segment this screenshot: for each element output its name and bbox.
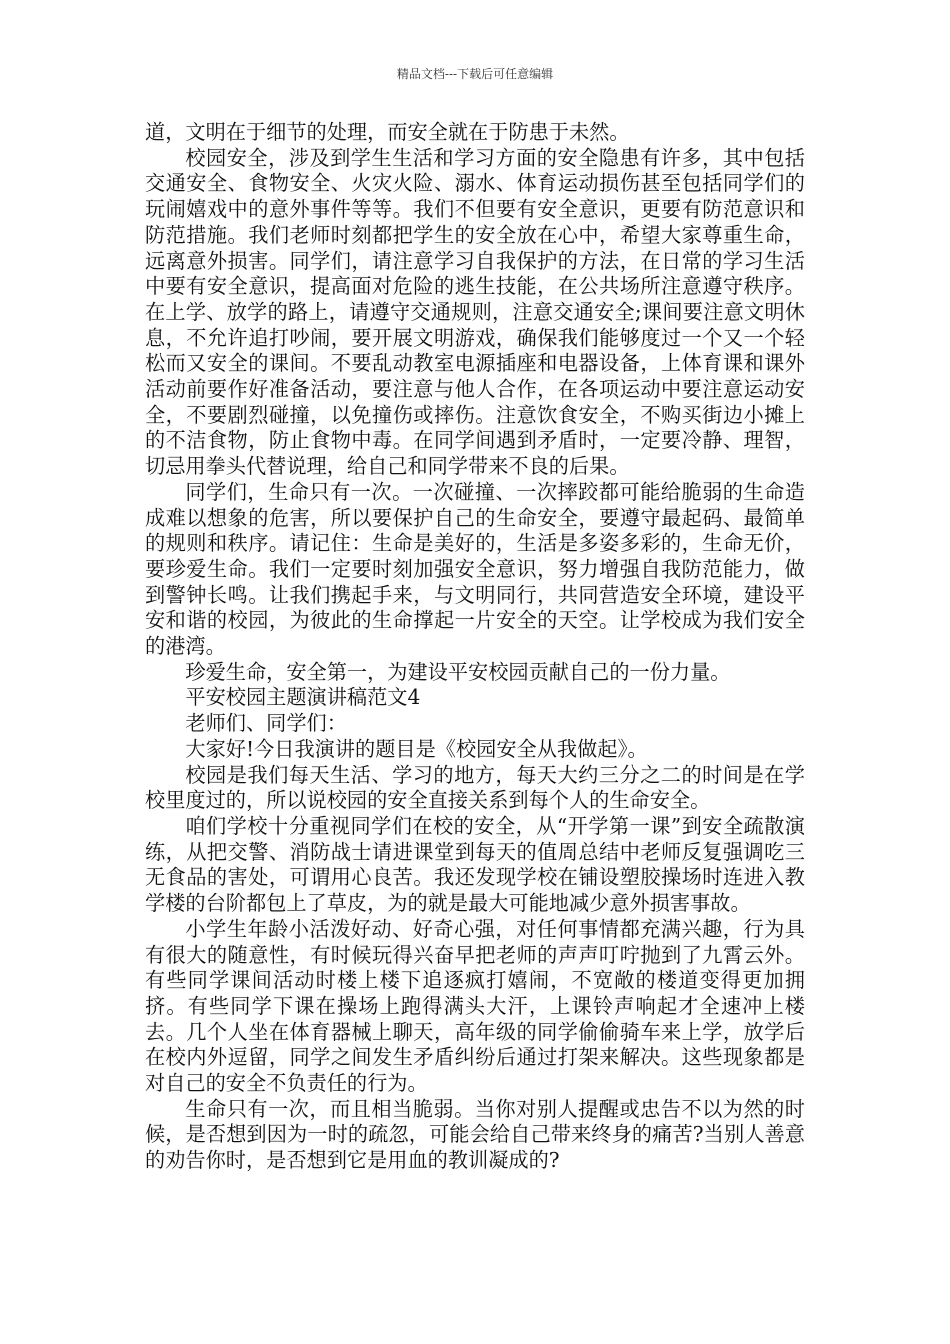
paragraph-3: 同学们，生命只有一次。一次碰撞、一次摔跤都可能给脆弱的生命造成难以想象的危害，所以要保护自己的生命安全，要遵守最起码、最简单的规则和秩序。请记住：生命是美好的，生活是多姿多彩的，生命无价，要珍爱生命。我们一定要时刻加强安全意识，努力增强自我防范能力，做到警钟长鸣。让我们携起手来，与文明同行，共同营造安全环境，建设平安和谐的校园，为彼此的生命撑起一片安全的天空。让学校成为我们安全的港湾。: [145, 479, 805, 659]
salutation: 老师们、同学们：: [185, 711, 347, 736]
page-header: 精品文档---下载后可任意编辑: [396, 67, 554, 81]
paragraph-6: 咱们学校十分重视同学们在校的安全，从“开学第一课”到安全疏散演练，从把交警、消防战士请进课堂到每天的值周总结中老师反复强调吃三无食品的害处，可谓用心良苦。我还发现学校在铺设塑胶操场时连进入教学楼的台阶都包上了草皮，为的就是最大可能地减少意外损害事故。: [145, 813, 805, 916]
paragraph-1: 道，文明在于细节的处理，而安全就在于防患于未然。: [145, 120, 630, 144]
section-title: 平安校园主题演讲稿范文4: [185, 685, 421, 710]
paragraph-5: 校园是我们每天生活、学习的地方，每天大约三分之二的时间是在学校里度过的，所以说校园的安全直接关系到每个人的生命安全。: [145, 762, 805, 813]
paragraph-2: 校园安全，涉及到学生生活和学习方面的安全隐患有许多，其中包括交通安全、食物安全、火灾火险、溺水、体育运动损伤甚至包括同学们的玩闹嬉戏中的意外事件等等。我们不但要有安全意识，更要有防范意识和防范措施。我们老师时刻都把学生的安全放在心中，希望大家尊重生命，远离意外损害。同学们，请注意学习自我保护的方法，在日常的学习生活中要有安全意识，提高面对危险的逃生技能，在公共场所注意遵守秩序。在上学、放学的路上，请遵守交通规则，注意交通安全;课间要注意文明休息，不允许追打吵闹，要开展文明游戏，确保我们能够度过一个又一个轻松而又安全的课间。不要乱动教室电源插座和电器设备，上体育课和课外活动前要作好准备活动，要注意与他人合作，在各项运动中要注意运动安全，不要剧烈碰撞，以免撞伤或摔伤。注意饮食安全，不购买街边小摊上的不洁食物，防止食物中毒。在同学间遇到矛盾时，一定要冷静、理智，切忌用拳头代替说理，给自己和同学带来不良的后果。: [145, 145, 805, 479]
paragraph-4: 珍爱生命，安全第一，为建设平安校园贡献自己的一份力量。: [185, 659, 731, 684]
paragraph-greeting: 大家好!今日我演讲的题目是《校园安全从我做起》。: [185, 736, 648, 761]
paragraph-7: 小学生年龄小活泼好动、好奇心强，对任何事情都充满兴趣，行为具有很大的随意性，有时候玩得兴奋早把老师的声声叮咛抛到了九霄云外。有些同学课间活动时楼上楼下追逐疯打嬉闹，不宽敞的楼道变得更加拥挤。有些同学下课在操场上跑得满头大汗，上课铃声响起才全速冲上楼去。几个人坐在体育器械上聊天，高年级的同学偷偷骑车来上学，放学后在校内外逗留，同学之间发生矛盾纠纷后通过打架来解决。这些现象都是对自己的安全不负责任的行为。: [145, 916, 805, 1096]
document-body: [145, 120, 805, 1174]
paragraph-8: 生命只有一次，而且相当脆弱。当你对别人提醒或忠告不以为然的时候，是否想到因为一时的疏忽，可能会给自己带来终身的痛苦?当别人善意的劝告你时，是否想到它是用血的教训凝成的?: [145, 1096, 805, 1173]
